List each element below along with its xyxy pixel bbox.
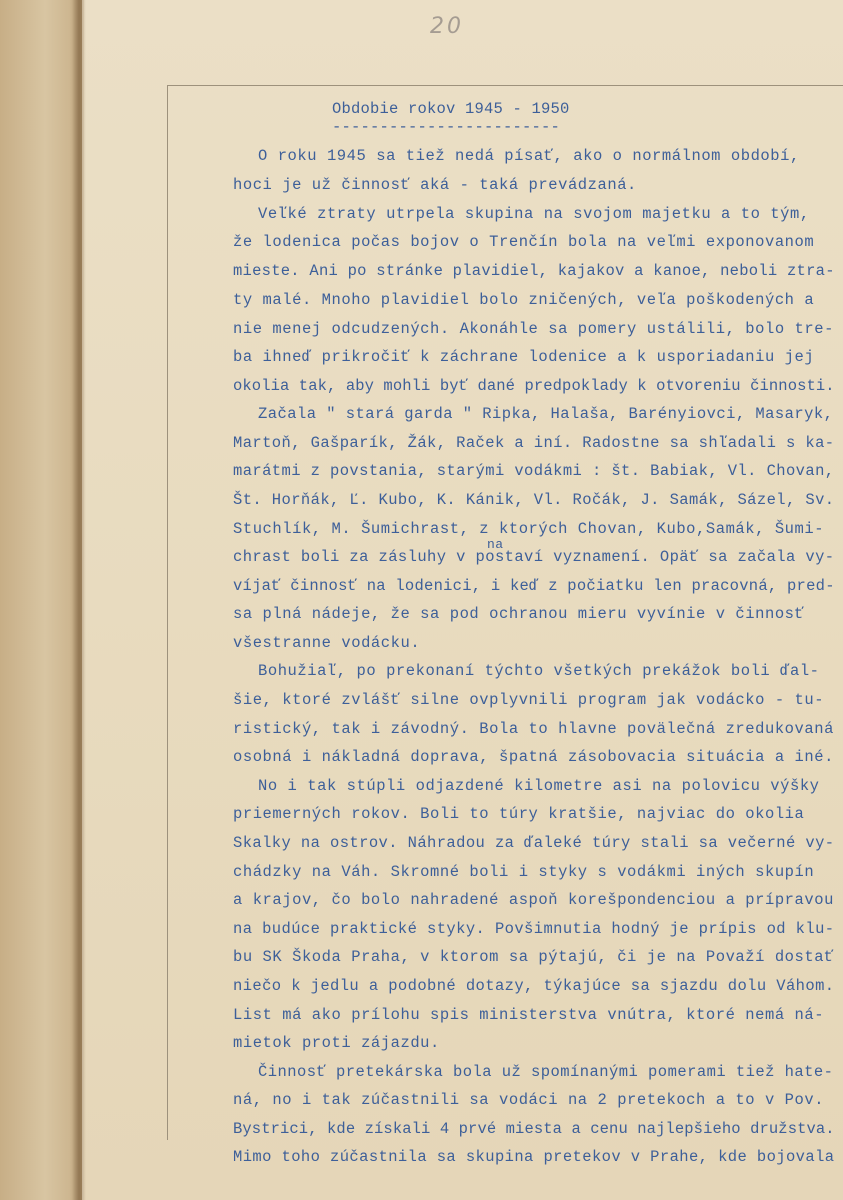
text-line: Stuchlík, M. Šumichrast, z ktorých Chovan, Kubo,Samák, Šumi-: [233, 520, 825, 538]
text-line: chrast boli za zásluhy v postaví vyznamení. Opäť sa začala vy-: [233, 548, 835, 566]
handwritten-correction: na: [487, 537, 504, 552]
text-line: Bohužiaľ, po prekonaní týchto všetkých prekážok boli ďal-: [258, 662, 820, 680]
text-line: hoci je už činnosť aká - taká prevádzaná.: [233, 176, 637, 194]
text-line: šie, ktoré zvlášť silne ovplyvnili program jak vodácko - tu-: [233, 691, 825, 709]
text-line: No i tak stúpli odjazdené kilometre asi na polovicu výšky: [258, 777, 820, 795]
text-line: marátmi z povstania, starými vodákmi : št. Babiak, Vl. Chovan,: [233, 462, 835, 480]
text-line: víjať činnosť na lodenici, i keď z počiatku len pracovná, pred-: [233, 577, 835, 595]
text-line: niečo k jedlu a podobné dotazy, týkajúce sa sjazdu dolu Váhom.: [233, 977, 835, 995]
text-line: Začala " stará garda " Ripka, Halaša, Barényiovci, Masaryk,: [258, 405, 834, 423]
text-line: ba ihneď prikročiť k záchrane lodenice a k usporiadaniu jej: [233, 348, 815, 366]
text-line: List má ako prílohu spis ministerstva vnútra, ktoré nemá ná-: [233, 1006, 825, 1024]
text-line: ty malé. Mnoho plavidiel bolo zničených, veľa poškodených a: [233, 291, 815, 309]
text-line: všestranne vodácku.: [233, 634, 421, 652]
text-line: na budúce praktické styky. Povšimnutia hodný je prípis od klu-: [233, 920, 835, 938]
text-line: Martoň, Gašparík, Žák, Raček a iní. Radostne sa shľadali s ka-: [233, 434, 835, 452]
text-line: a krajov, čo bolo nahradené aspoň korešpondenciou a prípravou: [233, 891, 834, 909]
text-line: Veľké ztraty utrpela skupina na svojom majetku a to tým,: [258, 205, 810, 223]
text-line: Št. Horňák, Ľ. Kubo, K. Kánik, Vl. Ročák, J. Samák, Sázel, Sv.: [233, 491, 835, 509]
text-line: ristický, tak i závodný. Bola to hlavne povälečná zredukovaná: [233, 720, 834, 738]
text-line: mietok proti zájazdu.: [233, 1034, 440, 1052]
text-line: nie menej odcudzených. Akonáhle sa pomery ustálili, bolo tre-: [233, 320, 834, 338]
text-line: mieste. Ani po stránke plavidiel, kajakov a kanoe, neboli ztra-: [233, 262, 835, 280]
text-line: O roku 1945 sa tiež nedá písať, ako o normálnom období,: [258, 147, 800, 165]
text-line: osobná i nákladná doprava, špatná zásobovacia situácia a iné.: [233, 748, 834, 766]
text-line: sa plná nádeje, že sa pod ochranou mieru vyvínie v činnosť: [233, 605, 805, 623]
text-line: Bystrici, kde získali 4 prvé miesta a cenu najlepšieho družstva.: [233, 1120, 835, 1138]
text-line: chádzky na Váh. Skromné boli i styky s vodákmi iných skupín: [233, 863, 815, 881]
page-number: 20: [430, 14, 464, 39]
text-line: okolia tak, aby mohli byť dané predpoklady k otvoreniu činnosti.: [233, 377, 835, 395]
text-line: Činnosť pretekárska bola už spomínanými pomerami tiež hate-: [258, 1063, 834, 1081]
document-title: Obdobie rokov 1945 - 1950: [332, 100, 570, 118]
text-line: Mimo toho zúčastnila sa skupina pretekov v Prahe, kde bojovala: [233, 1148, 835, 1166]
title-underline: ------------------------: [332, 118, 561, 136]
text-line: Skalky na ostrov. Náhradou za ďaleké túry stali sa večerné vy-: [233, 834, 835, 852]
text-line: bu SK Škoda Praha, v ktorom sa pýtajú, či je na Považí dostať: [233, 948, 834, 966]
text-line: ná, no i tak zúčastnili sa vodáci na 2 pretekoch a to v Pov.: [233, 1091, 825, 1109]
text-line: priemerných rokov. Boli to túry kratšie, najviac do okolia: [233, 805, 805, 823]
text-line: že lodenica počas bojov o Trenčín bola na veľmi exponovanom: [233, 233, 815, 251]
